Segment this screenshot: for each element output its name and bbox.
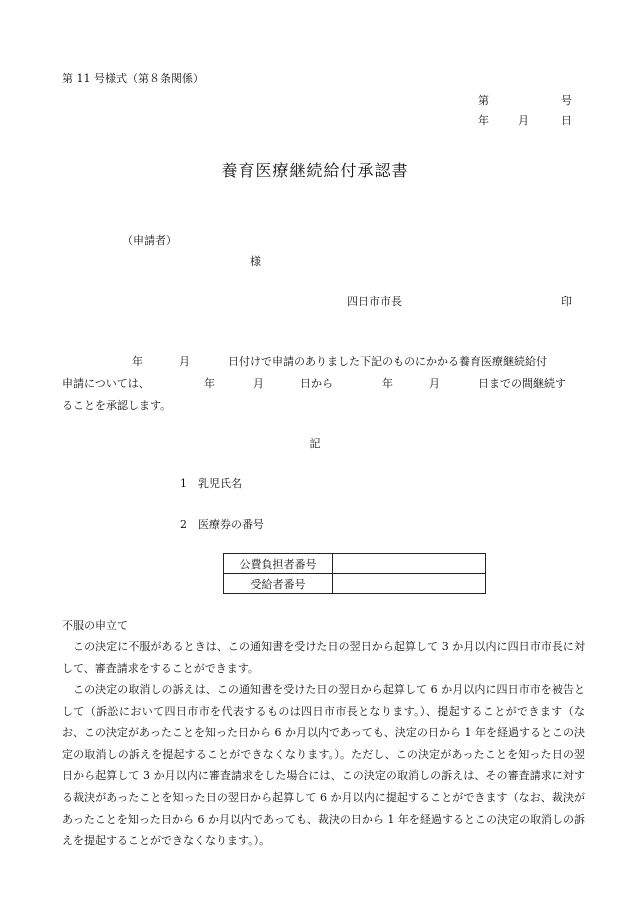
seal-mark: 印 bbox=[561, 295, 572, 308]
date-year-label: 年 bbox=[478, 114, 489, 127]
addressee-honorific: 様 bbox=[250, 255, 261, 268]
body-year: 年 bbox=[132, 355, 143, 368]
recipient-number-value bbox=[333, 574, 486, 594]
table-row bbox=[224, 554, 486, 574]
appeal-heading: 不服の申立て bbox=[62, 619, 128, 632]
body-month: 月 bbox=[179, 355, 190, 368]
body-line-1 bbox=[62, 353, 585, 369]
body-year: 年 bbox=[382, 377, 393, 390]
body-text: 日までの間継続す bbox=[478, 377, 566, 390]
table-row bbox=[224, 574, 486, 594]
appeal-paragraph-2: この決定の取消しの訴えは、この通知書を受けた日の翌日から起算して 6 か月以内に四日市市を被告として（訴訟において四日市市を代表するものは四日市市長となります。）、提起することができます（なお、この決定があったことを知った日から 6 か月以内であっても、決定の日から 1 年を経過するとこの決定の取消しの訴えを提起することができなくなります。）。ただし、この決定があったことを知った日の翌日から起算して 3 か月以内に審査請求をした場合には、この決定の取消しの訴えは、その審査請求に対する裁決があったことを知った日の翌日から起算して 6 か月以内に提起することができます（なお、裁決があったことを知った日から 6 か月以内であっても、裁決の日から 1 年を経過するとこの決定の取消しの訴えを提起することができなくなります。）。 bbox=[62, 683, 585, 848]
document-number-suffix: 号 bbox=[561, 94, 572, 107]
form-number: 第 11 号様式（第８条関係） bbox=[62, 72, 204, 85]
date-month-label: 月 bbox=[518, 114, 529, 127]
body-text: 申請については、 bbox=[62, 377, 150, 390]
body-text: 日から bbox=[300, 377, 333, 390]
applicant-label: （申請者） bbox=[122, 234, 177, 247]
document-number-prefix: 第 bbox=[478, 94, 489, 107]
date-day-label: 日 bbox=[561, 114, 572, 127]
payer-number-value bbox=[333, 554, 486, 574]
appeal-paragraph-1: この決定に不服があるときは、この通知書を受けた日の翌日から起算して 3 か月以内に四日市市長に対して、審査請求をすることができます。 bbox=[62, 640, 585, 675]
body-month: 月 bbox=[429, 377, 440, 390]
issuer-name: 四日市市長 bbox=[347, 295, 402, 308]
body-year: 年 bbox=[204, 377, 215, 390]
body-line-3: ることを承認します。 bbox=[62, 399, 172, 412]
id-number-table bbox=[223, 553, 486, 594]
body-line-2 bbox=[62, 375, 585, 391]
item-infant-name: 1 乳児氏名 bbox=[180, 477, 242, 490]
document-title: 養育医療継続給付承認書 bbox=[221, 161, 409, 180]
ki-heading: 記 bbox=[309, 437, 321, 450]
recipient-number-label: 受給者番号 bbox=[224, 574, 333, 594]
body-text: 日付けで申請のありました下記のものにかかる養育医療継続給付 bbox=[228, 355, 547, 368]
body-month: 月 bbox=[253, 377, 264, 390]
payer-number-label: 公費負担者番号 bbox=[224, 554, 333, 574]
item-medical-ticket-number: 2 医療券の番号 bbox=[180, 518, 264, 531]
